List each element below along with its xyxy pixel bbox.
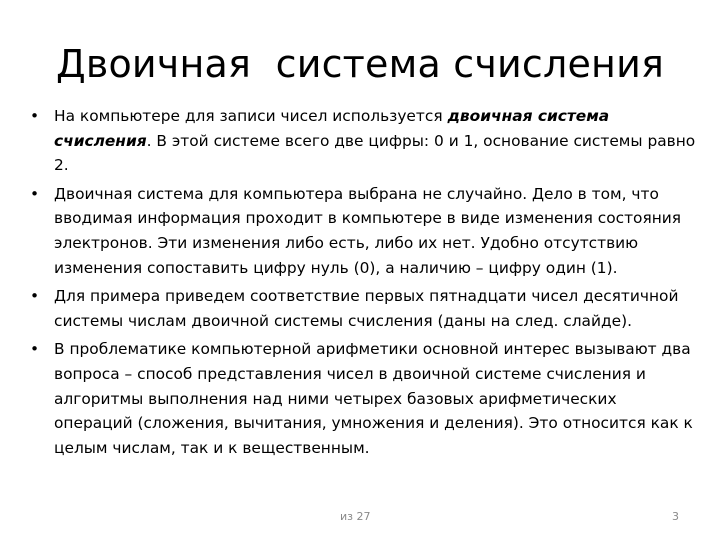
bullet-list [30, 104, 696, 464]
bullet-text: Для примера приведем соответствие первых пятнадцати чисел десятичной системы числам двоичной системы счисления (даны на след. слайде). [54, 287, 679, 330]
bullet-text-start: На компьютере для записи чисел используется [54, 107, 448, 125]
bullet-marker: • [30, 340, 40, 359]
bullet-emphasis: двоичная система счисления [54, 107, 610, 150]
slide-title: Двоичная система счисления [55, 42, 665, 86]
bullet-item [30, 104, 696, 178]
bullet-item [30, 337, 696, 460]
bullet-text-end: . В этой системе всего две цифры: 0 и 1, основание системы равно 2. [54, 131, 696, 175]
bullet-marker: • [30, 287, 40, 306]
slide-count-footer: из 27 [340, 510, 371, 523]
bullet-marker: • [30, 184, 40, 203]
bullet-text: В проблематике компьютерной арифметики основной интерес вызывают два вопроса – способ представления чисел в двоичной системе счисления и алгоритмы выполнения над ними четырех базовых арифметических операций (сложения, вычитания, умножения и деления). Это относится как к целым числам, так и к вещественным. [54, 340, 693, 457]
bullet-text: Двоичная система для компьютера выбрана не случайно. Дело в том, что вводимая информация проходит в компьютере в виде изменения состояния электронов. Эти изменения либо есть, либо их нет. Удобно отсутствию изменения сопоставить цифру нуль (0), а наличию – цифру один (1). [54, 184, 682, 277]
bullet-item [30, 284, 696, 333]
bullet-marker: • [30, 107, 40, 125]
bullet-item [30, 182, 696, 280]
page-number: 3 [672, 510, 679, 523]
